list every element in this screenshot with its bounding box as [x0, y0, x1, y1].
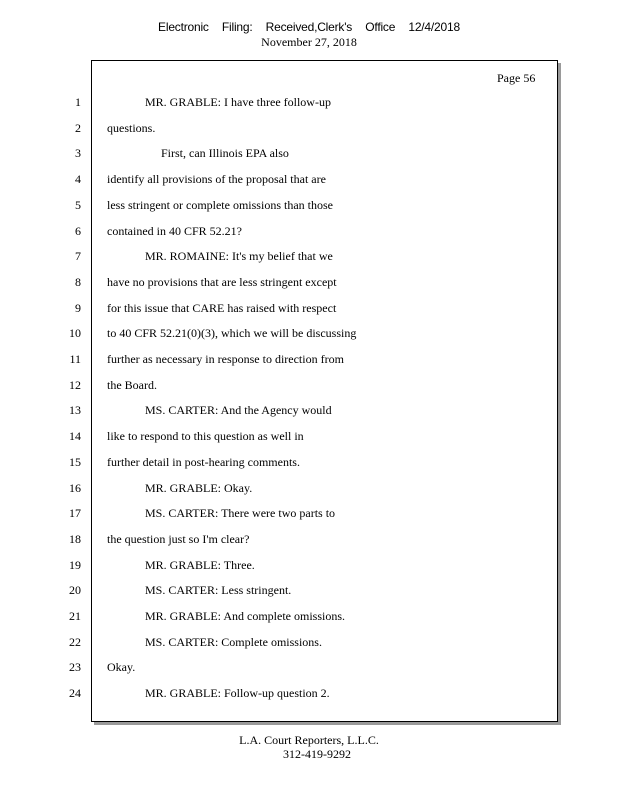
transcript-line — [0, 609, 618, 625]
line-text: MS. CARTER: There were two parts to — [145, 506, 336, 521]
line-number: 4 — [75, 172, 81, 187]
line-number: 9 — [75, 300, 81, 315]
line-text: First, can Illinois EPA also — [161, 146, 289, 161]
line-text: contained in 40 CFR 52.21? — [107, 223, 242, 238]
line-number: 3 — [75, 146, 81, 161]
line-number: 18 — [69, 531, 81, 546]
line-text: MR. GRABLE: Three. — [145, 557, 255, 572]
line-number: 24 — [69, 686, 81, 701]
line-text: like to respond to this question as well in — [107, 429, 304, 444]
line-number: 23 — [69, 660, 81, 675]
line-number: 14 — [69, 429, 81, 444]
line-number: 8 — [75, 274, 81, 289]
transcript-line — [0, 558, 618, 574]
line-number: 7 — [75, 249, 81, 264]
filing-header — [0, 20, 618, 34]
transcript-line — [0, 506, 618, 522]
header-date: 12/4/2018 — [408, 20, 460, 34]
line-number: 2 — [75, 120, 81, 135]
line-number: 16 — [69, 480, 81, 495]
footer-company: L.A. Court Reporters, L.L.C. — [239, 733, 379, 747]
line-text: MS. CARTER: Less stringent. — [145, 583, 292, 598]
line-text: MR. GRABLE: I have three follow-up — [145, 95, 331, 109]
transcript-line — [0, 301, 618, 317]
line-text: less stringent or complete omissions than those — [107, 197, 333, 212]
transcript-line — [0, 352, 618, 368]
line-text: for this issue that CARE has raised with respect — [107, 300, 337, 315]
line-text: MS. CARTER: Complete omissions. — [145, 634, 322, 649]
line-text: MR. GRABLE: Okay. — [145, 480, 253, 495]
line-number: 11 — [69, 352, 81, 366]
line-text: MR. ROMAINE: It's my belief that we — [145, 249, 333, 264]
line-number: 5 — [75, 197, 81, 212]
transcript-line — [0, 660, 618, 676]
line-number: 21 — [69, 609, 81, 623]
transcript-line — [0, 172, 618, 188]
transcript-line — [0, 95, 618, 111]
line-number: 1 — [75, 95, 81, 109]
line-text: have no provisions that are less stringent except — [107, 274, 337, 289]
line-number: 13 — [69, 403, 81, 418]
line-text: MS. CARTER: And the Agency would — [145, 403, 332, 418]
line-text: MR. GRABLE: Follow-up question 2. — [145, 686, 330, 701]
line-text: MR. GRABLE: And complete omissions. — [145, 609, 346, 623]
transcript-line — [0, 455, 618, 471]
line-text: further as necessary in response to direction from — [107, 352, 344, 366]
transcript-line — [0, 635, 618, 651]
line-number: 20 — [69, 583, 81, 598]
line-text: to 40 CFR 52.21(0)(3), which we will be discussing — [107, 326, 357, 341]
transcript-line — [0, 198, 618, 214]
transcript-line — [0, 249, 618, 265]
line-number: 6 — [75, 223, 81, 238]
transcript-line — [0, 378, 618, 394]
line-number: 17 — [69, 506, 81, 521]
line-text: further detail in post-hearing comments. — [107, 454, 300, 469]
header-subdate: November 27, 2018 — [261, 35, 357, 49]
transcript-line — [0, 583, 618, 599]
transcript-line — [0, 686, 618, 702]
line-number: 19 — [69, 557, 81, 572]
line-text: the question just so I'm clear? — [107, 531, 250, 546]
transcript-line — [0, 275, 618, 291]
transcript-line — [0, 224, 618, 240]
transcript-line — [0, 481, 618, 497]
transcript-line — [0, 532, 618, 548]
page-number: Page 56 — [497, 71, 536, 85]
transcript-line — [0, 403, 618, 419]
line-text: the Board. — [107, 377, 157, 392]
line-text: identify all provisions of the proposal that are — [107, 172, 326, 187]
footer-phone: 312-419-9292 — [283, 747, 351, 761]
transcript-line — [0, 146, 618, 162]
header-electronic: Electronic — [158, 20, 209, 34]
header-received: Received,Clerk's — [265, 20, 353, 34]
header-filing: Filing: — [221, 20, 253, 34]
transcript-line — [0, 326, 618, 342]
line-number: 22 — [69, 634, 81, 649]
transcript-line — [0, 121, 618, 137]
line-number: 10 — [69, 326, 81, 341]
line-text: questions. — [107, 120, 156, 135]
transcript-line — [0, 429, 618, 445]
line-text: Okay. — [107, 660, 136, 675]
line-number: 15 — [69, 454, 81, 469]
header-office: Office — [365, 20, 396, 34]
line-number: 12 — [69, 377, 81, 392]
